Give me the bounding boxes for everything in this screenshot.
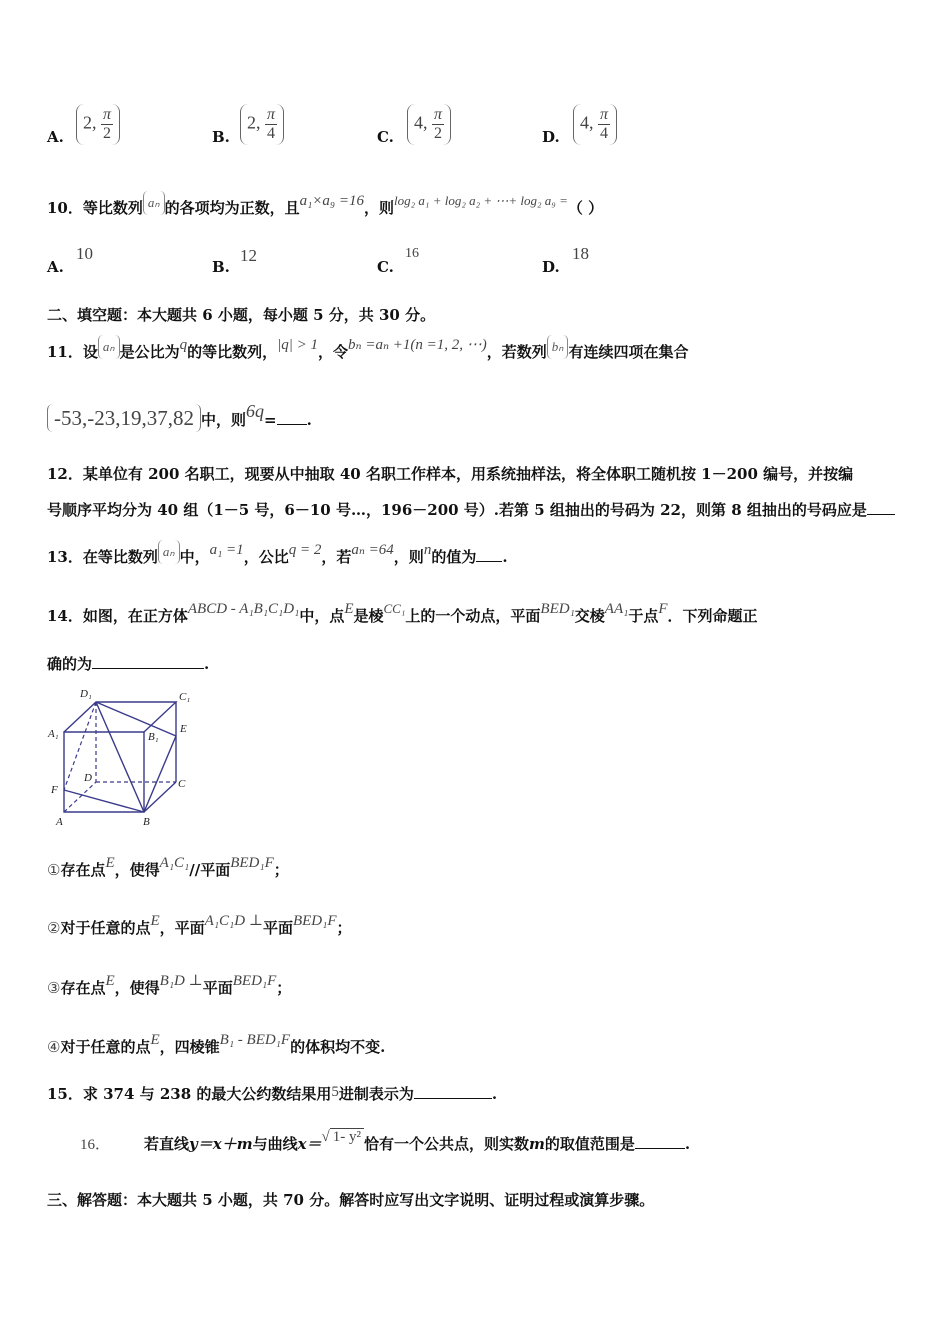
label-f: F xyxy=(51,784,58,796)
q9-option-a-letter: A. xyxy=(47,128,64,146)
q9-option-b-letter: B. xyxy=(212,128,230,146)
q14-stem-2: 确的为 . xyxy=(47,655,210,673)
q13-blank[interactable] xyxy=(476,547,502,562)
q11-blank[interactable] xyxy=(277,410,307,425)
q9-option-d-letter: D. xyxy=(542,128,560,146)
q12-blank[interactable] xyxy=(867,500,895,515)
cube-top-back xyxy=(64,702,176,732)
q10-option-a-value: 10 xyxy=(76,244,93,263)
q10-stem: 10．等比数列 aₙ 的各项均为正数，且a₁×a₉ =16，则log₂ a₁ + log₂ a₂ + ⋯+ log₂ a₉ =（ ） xyxy=(47,193,604,217)
q15-stem: 15．求 374 与 238 的最大公约数结果用5进制表示为 . xyxy=(47,1084,498,1103)
cube-figure xyxy=(44,685,204,827)
q12-line-2: 号顺序平均分为 40 组（1－5 号，6－10 号…，196－200 号）.若第 5 组抽出的号码为 22，则第 8 组抽出的号码应是 xyxy=(47,498,895,522)
q10-option-d-value: 18 xyxy=(572,244,589,263)
q11-stem-2: -53,-23,19,37,82 中，则6q= . xyxy=(47,404,312,432)
label-b1: B₁ xyxy=(148,731,159,743)
q16-stem: 16． 若直线y＝x＋m与曲线x＝√ 1- y² 恰有一个公共点，则实数m的取值范围是 . xyxy=(80,1129,691,1153)
q11-stem: 11．设 aₙ 是公比为q的等比数列，|q| > 1，令bₙ =aₙ +1(n =1, 2, ⋯)，若数列 bₙ 有连续四项在集合 xyxy=(47,337,689,361)
q14-statement-4: ④对于任意的点E，四棱锥B₁ - BED₁F的体积均不变. xyxy=(47,1032,386,1056)
label-a: A xyxy=(56,816,63,827)
q10-option-b-value: 12 xyxy=(240,246,257,265)
q15-blank[interactable] xyxy=(414,1084,492,1099)
label-c: C xyxy=(178,778,186,790)
q10-option-b-letter: B. xyxy=(212,258,230,276)
q9-option-c-letter: C. xyxy=(377,128,394,146)
q10-option-c-value: 16 xyxy=(405,246,419,261)
label-e: E xyxy=(180,723,187,735)
label-d: D xyxy=(84,772,92,784)
section-2-heading: 二、填空题：本大题共 6 小题，每小题 5 分，共 30 分。 xyxy=(47,306,436,324)
q10-option-a-letter: A. xyxy=(47,258,64,276)
label-b: B xyxy=(143,816,150,827)
q9-option-a-value: 2, $\frac{\pi}{2}$ xyxy=(76,104,120,145)
section-d1-b xyxy=(96,702,144,812)
label-c1: C₁ xyxy=(179,691,191,703)
section-3-heading: 三、解答题：本大题共 5 小题，共 70 分。解答时应写出文字说明、证明过程或演算步骤。 xyxy=(47,1191,655,1209)
q14-statement-2: ②对于任意的点E，平面A₁C₁D ⊥平面BED₁F； xyxy=(47,913,352,937)
q9-option-c-value: 4, $\frac{\pi}{2}$ xyxy=(407,104,451,145)
q13-stem: 13．在等比数列 aₙ 中，a₁ =1，公比q = 2，若aₙ =64，则n的值为 . xyxy=(47,542,508,566)
label-d1: D₁ xyxy=(80,688,92,700)
section-e-b xyxy=(144,736,176,812)
q10-option-d-letter: D. xyxy=(542,258,560,276)
q14-statement-1: ①存在点E，使得A₁C₁//平面BED₁F； xyxy=(47,855,289,879)
cube-edge-bc xyxy=(144,782,176,812)
q9-option-b-value: 2, $\frac{\pi}{4}$ xyxy=(240,104,284,145)
q16-blank[interactable] xyxy=(635,1134,685,1149)
q14-stem: 14．如图，在正方体ABCD - A₁B₁C₁D₁中，点E是棱CC₁上的一个动点，平面BED₁交棱AA₁于点F．下列命题正 xyxy=(47,601,758,625)
q12-line-1: 12．某单位有 200 名职工，现要从中抽取 40 名职工作样本，用系统抽样法，将全体职工随机按 1－200 编号，并按编 xyxy=(47,465,854,483)
q9-option-d-value: 4, $\frac{\pi}{4}$ xyxy=(573,104,617,145)
q10-option-c-letter: C. xyxy=(377,258,394,276)
q11-set: -53,-23,19,37,82 xyxy=(47,404,201,432)
q14-statement-3: ③存在点E，使得B₁D ⊥平面BED₁F； xyxy=(47,973,292,997)
label-a1: A₁ xyxy=(48,728,59,740)
q14-blank[interactable] xyxy=(92,654,204,669)
